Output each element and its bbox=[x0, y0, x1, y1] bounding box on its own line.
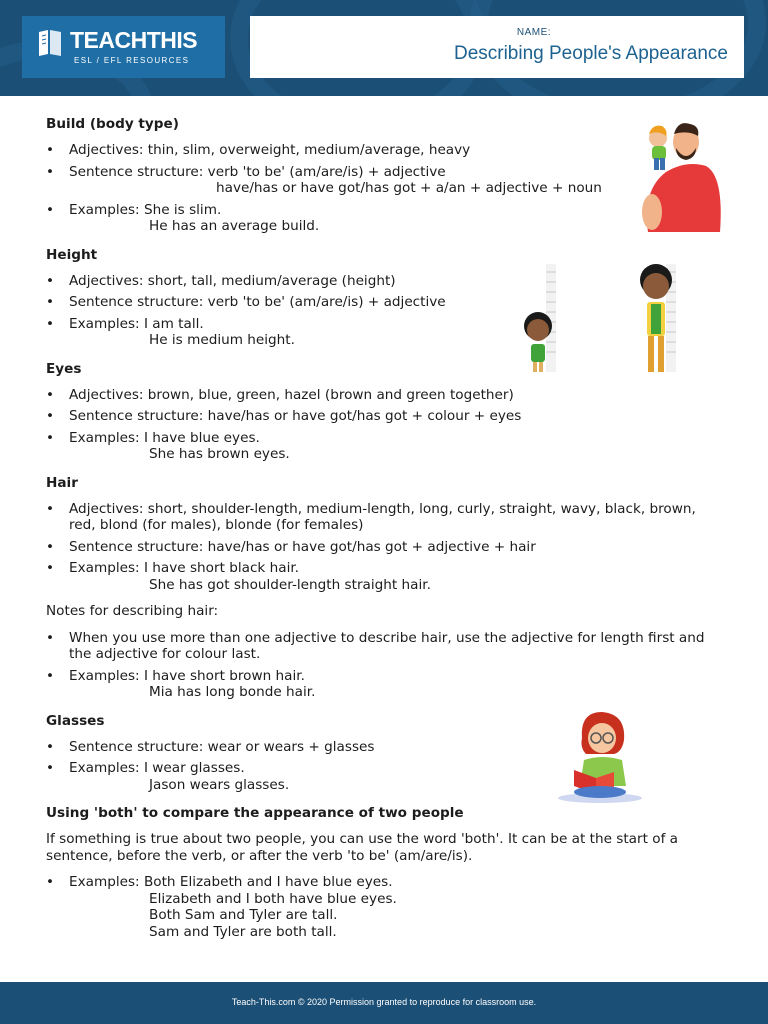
example-line: Mia has long bonde hair. bbox=[149, 684, 316, 700]
notes-heading: Notes for describing hair: bbox=[46, 603, 219, 619]
example-line: • Examples: I have short brown hair. bbox=[69, 667, 305, 684]
section-both bbox=[46, 805, 726, 940]
list-item: • Sentence structure: verb 'to be' (am/are/is) + adjective bbox=[46, 294, 726, 311]
example-line: Jason wears glasses. bbox=[149, 776, 290, 793]
section-heading: Using 'both' to compare the appearance of two people bbox=[46, 805, 464, 821]
section-heading: Hair bbox=[46, 474, 78, 491]
girl-with-glasses-illustration bbox=[556, 708, 646, 804]
example-line: • Examples: I am tall. bbox=[69, 315, 204, 332]
example-line: She has brown eyes. bbox=[149, 446, 290, 462]
name-label: NAME: bbox=[516, 27, 552, 38]
teachthis-logo bbox=[22, 16, 225, 78]
example-line: • Examples: I wear glasses. bbox=[69, 760, 245, 776]
section-heading: Height bbox=[46, 246, 98, 263]
list-item: • When you use more than one adjective to describe hair, use the adjective for length first and the adjective for colour last. bbox=[46, 630, 726, 663]
example-line: Sam and Tyler are both tall. bbox=[149, 923, 337, 940]
list-item bbox=[46, 560, 726, 593]
list-item: • Sentence structure: have/has or have got/has got + colour + eyes bbox=[46, 408, 726, 425]
example-line: • Examples: I have short black hair. bbox=[69, 560, 300, 576]
list-item: • Adjectives: short, shoulder-length, medium-length, long, curly, straight, wavy, black, brown, red, blond (for males), blonde (for females) bbox=[46, 501, 726, 534]
section-heading: Eyes bbox=[46, 360, 82, 377]
example-line: Both Sam and Tyler are tall. bbox=[149, 907, 338, 923]
section-heading: Glasses bbox=[46, 712, 105, 729]
structure-line: have/has or have got/has got + a/an + adjective + noun bbox=[216, 180, 602, 196]
example-line: She has got shoulder-length straight hair. bbox=[149, 576, 431, 593]
intro-paragraph: If something is true about two people, you can use the word 'both'. It can be at the start of a sentence, before the verb, or after the verb 'to be' (am/are/is). bbox=[46, 831, 679, 864]
example-line: • Examples: I have blue eyes. bbox=[69, 429, 260, 446]
page-title: Describing People's Appearance bbox=[453, 43, 728, 64]
page-header bbox=[0, 0, 768, 96]
list-item bbox=[46, 430, 726, 463]
list-item bbox=[46, 874, 726, 940]
worksheet-content bbox=[46, 116, 726, 952]
height-comparison-illustration bbox=[516, 262, 686, 376]
list-item: • Adjectives: short, tall, medium/average (height) bbox=[46, 273, 726, 290]
list-item bbox=[46, 202, 726, 235]
page-footer bbox=[0, 982, 768, 1024]
section-heading: Build (body type) bbox=[46, 116, 179, 132]
list-item: • Sentence structure: have/has or have got/has got + adjective + hair bbox=[46, 539, 726, 556]
example-line: • Examples: She is slim. bbox=[69, 201, 222, 218]
title-box bbox=[250, 16, 744, 78]
list-item bbox=[46, 668, 726, 701]
section-hair bbox=[46, 475, 726, 701]
list-item: • Adjectives: thin, slim, overweight, medium/average, heavy bbox=[46, 142, 726, 159]
list-item bbox=[46, 164, 726, 197]
section-build bbox=[46, 116, 726, 235]
copyright-text: Teach-This.com © 2020 Permission granted to reproduce for classroom use. bbox=[231, 997, 537, 1007]
example-line: • Examples: Both Elizabeth and I have blue eyes. bbox=[69, 874, 393, 890]
example-line: He has an average build. bbox=[149, 218, 320, 234]
example-line: Elizabeth and I both have blue eyes. bbox=[149, 890, 397, 907]
list-item: • Adjectives: brown, blue, green, hazel (brown and green together) bbox=[46, 387, 726, 404]
father-child-illustration bbox=[640, 120, 724, 232]
logo-text: TEACHTHIS bbox=[70, 27, 198, 53]
logo-subtitle: ESL / EFL RESOURCES bbox=[74, 56, 190, 65]
list-item: • Sentence structure: wear or wears + glasses bbox=[46, 739, 726, 756]
structure-line: • Sentence structure: verb 'to be' (am/are/is) + adjective bbox=[69, 163, 446, 180]
book-icon bbox=[35, 28, 65, 58]
example-line: He is medium height. bbox=[149, 332, 295, 348]
